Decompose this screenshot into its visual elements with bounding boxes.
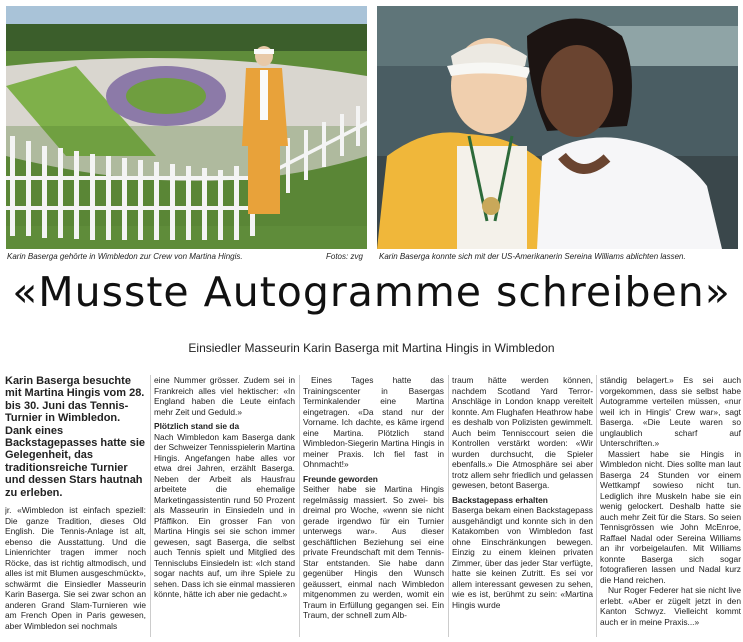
column-4-paragraph-2: Baserga bekam einen Backstagepass ausgehändigt und konnte sich in den Katakomben von Wimbledon fast ohne Einschränkungen bewegen. Einzig zu einem kleinen privaten Zimmer, über das jeder Star verfügte, hatte sie keinen Zutritt. Es sei vor allem interessant gewesen zu sehen, wie es ist, berühmt zu sein: «Martina Hingis wurde xyxy=(452,505,593,610)
article-lead: Karin Baserga besuchte mit Martina Hingis vom 28. bis 30. Juni das Tennis-Turnier in Wimbledon. Dank eines Backstagepasses hatte sie Gelegenheit, das traditionsreiche Turnier und dessen Stars hautnah zu erleben. xyxy=(5,375,146,499)
column-4-paragraph-1: traum hätte werden können, nachdem Scotland Yard Terror-Anschläge in London knapp vereitelt konnte. Am Flughafen Heathrow habe es deshalb von Polizisten gewimmelt. Auch beim Tennisccourt seien die Kontrollen verstärkt worden: «Wir wurden durchsucht, die Spieler ebenfalls.» Die Atmosphäre sei aber trotz allem sehr friedlich und gelassen gewesen, betont Baserga. xyxy=(452,375,593,490)
article-column-2 xyxy=(154,375,295,637)
column-1-body: jr. «Wimbledon ist einfach speziell: Die ganze Tradition, dieses Old English. Die Tennis-Anlage ist alt, ebenso die Ausstattung. Und die Linienrichter tragen immer noch Röcke, das ist richtig altmodisch, und alles ist mit Blumen ausgeschmückt», schwärmt die Einsiedler Masseurin Karin Baserga. Sie sei zwar schon an anderen Grand Slam-Turnieren wie am French Open in Paris gewesen, aber Wimbledon sei nochmals xyxy=(5,505,146,631)
photo-wimbledon-garden xyxy=(6,6,367,249)
portrait-photo-illustration xyxy=(377,6,738,249)
column-2-paragraph-1: eine Nummer grösser. Zudem sei in Frankreich alles viel hektischer: «In England haben die Leute einfach mehr Zeit und Geduld.» xyxy=(154,375,295,417)
column-5-paragraph-1: ständig belagert.» Es sei auch vorgekommen, dass sie selbst habe Autogramme verteilen müssen, «nur weil ich in Hingis' Crew war», sagt Baserga. «Die Leute waren so unglaublich scharf auf Unterschriften.» xyxy=(600,375,741,448)
photo-caption-left: Karin Baserga gehörte in Wimbledon zur Crew von Martina Hingis. xyxy=(7,252,243,261)
column-3-paragraph-1: Eines Tages hatte das Trainingscenter in Basergas Terminkalender eine Martina eingetragen. «Da stand nur der Vorname. Ich dachte, es käme irgend eine Martina. Plötzlich stand Wimbledon-Siegerin Martina Hingis in meiner Praxis. Ich fiel fast in Ohnmacht!» xyxy=(303,375,444,469)
article-headline: «Musste Autogramme schreiben» xyxy=(12,268,731,316)
article-column-5 xyxy=(600,375,741,637)
column-4-subheading: Backstagepass erhalten xyxy=(452,494,548,505)
column-divider xyxy=(299,375,300,637)
column-2-paragraph-2: Nach Wimbledon kam Baserga dank der Schweizer Tennisspielerin Martina Hingis. Angefangen habe alles vor etwa drei Jahren, erzählt Baserga. Neben der Arbeit als Hausfrau arbeitete die ehemalige Marketingassistentin rund 50 Prozent als Masseurin in Einsiedeln und in Pfäffikon. Ein grosser Fan von Martina Hingis sei sie schon immer gewesen, sagt Baserga, die selbst auch Tennis spielt und Mitglied des Tennisclubs Einsiedeln ist: «Ich stand sogar nachts auf, um ihre Spiele zu sehen. Dass ich sie einmal massieren könnte, hätte ich aber nie gedacht.» xyxy=(154,431,295,599)
article-column-4 xyxy=(452,375,593,637)
photo-baserga-williams xyxy=(377,6,738,249)
garden-photo-illustration xyxy=(6,6,367,249)
article-subhead: Einsiedler Masseurin Karin Baserga mit Martina Hingis in Wimbledon xyxy=(188,341,555,355)
column-5-paragraph-2: Massiert habe sie Hingis in Wimbledon nicht. Dies sollte man laut Baserga 24 Stunden vor einem Wettkampf sowieso nicht tun. Lediglich ihre Muskeln habe sie ein wenig gelockert. Deshalb hatte sie auch mehr Zeit für die Stars. So seien Tennisgrössen wie John McEnroe, Raffael Nadal oder Sereina Williams an ihr vorbeigelaufen. Mit Williams konnte Baserga sich sogar fotografieren lassen und Nadal kurz die Hand reichen. xyxy=(600,448,741,585)
column-2-subheading: Plötzlich stand sie da xyxy=(154,421,240,431)
photo-credit: Fotos: zvg xyxy=(326,252,363,261)
column-divider xyxy=(150,375,151,637)
column-divider xyxy=(596,375,597,637)
column-divider xyxy=(448,375,449,637)
column-3-paragraph-2: Seither habe sie Martina Hingis regelmässig massiert. So zwei- bis dreimal pro Woche, «wenn sie nicht gerade irgendwo für ein Turnier unterwegs war». Aus dieser geschäftlichen Beziehung sei eine private Freundschaft mit dem Tennis-Star entstanden. Sie habe dann gegenüber Hingis den Wunsch geäussert, einmal nach Wimbledon mitgenommen zu werden, womit ein Traum in Erfüllung gegangen sei. Ein Traum, der schnell zum Alb- xyxy=(303,484,444,620)
article-column-1 xyxy=(5,375,146,637)
article-column-3 xyxy=(303,375,444,637)
column-3-subheading: Freunde geworden xyxy=(303,473,378,484)
column-5-paragraph-3: Nur Roger Federer hat sie nicht live erlebt. «Aber er zügelt jetzt in den Kanton Schwyz. Vielleicht kommt auch er in meine Praxis...» xyxy=(600,585,741,627)
photo-caption-right: Karin Baserga konnte sich mit der US-Amerikanerin Sereina Williams ablichten lassen. xyxy=(379,252,686,261)
